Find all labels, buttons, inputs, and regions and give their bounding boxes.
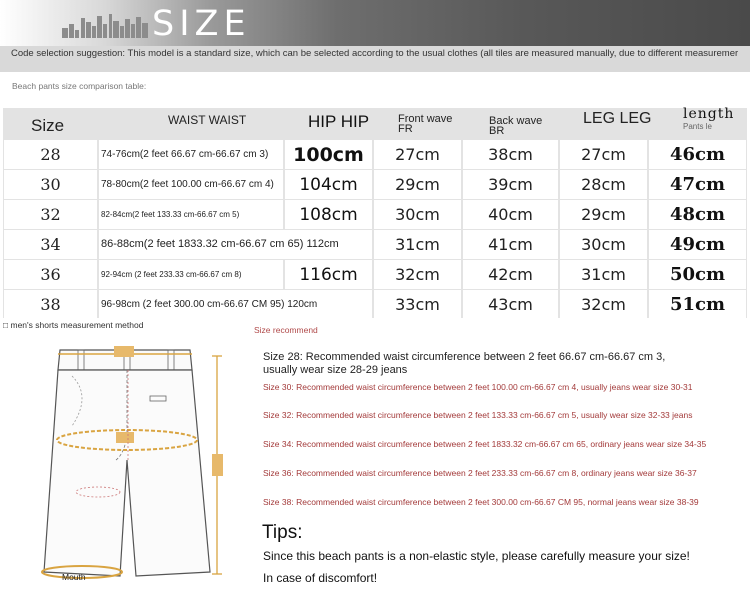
table-row-length: 50cm xyxy=(649,260,746,289)
header-hip-label: HIP HIP xyxy=(308,112,370,131)
header-size xyxy=(31,114,91,138)
header-banner xyxy=(0,0,750,46)
recommend-size-32: Size 32: Recommended waist circumference between 2 feet 133.33 cm-66.67 cm 5, usually wear size 32-33 jeans xyxy=(263,410,693,420)
table-row-back-wave: 42cm xyxy=(463,260,558,289)
table-row-length: 49cm xyxy=(649,230,746,259)
city-skyline-icon xyxy=(58,12,153,38)
header-front-wave-sub: FR xyxy=(398,123,413,135)
header-waist xyxy=(168,110,278,130)
table-row-leg: 27cm xyxy=(560,140,647,169)
shorts-outline-icon xyxy=(32,336,242,596)
code-selection-suggestion: Code selection suggestion: This model is a standard size, which can be selected according to the usual clothes (all tiles are measured manually, due to different measuremer xyxy=(11,48,739,59)
table-row-size: 30 xyxy=(4,170,97,199)
table-row-size: 38 xyxy=(4,290,97,318)
recommend-size-28: Size 28: Recommended waist circumference between 2 feet 66.67 cm-66.67 cm 3, usually wear size 28-29 jeans xyxy=(263,351,666,376)
table-row-size: 36 xyxy=(4,260,97,289)
table-row-size: 28 xyxy=(4,140,97,169)
table-row-leg: 31cm xyxy=(560,260,647,289)
header-leg-label: LEG LEG xyxy=(583,110,652,127)
table-row-front-wave: 31cm xyxy=(374,230,461,259)
header-length xyxy=(683,98,743,138)
table-row-waist: 92-94cm (2 feet 233.33 cm-66.67 cm 8) xyxy=(99,260,283,289)
table-row-back-wave: 41cm xyxy=(463,230,558,259)
header-back-wave-sub: BR xyxy=(489,125,505,137)
header-leg xyxy=(583,108,663,130)
table-row-leg: 28cm xyxy=(560,170,647,199)
table-row-back-wave: 38cm xyxy=(463,140,558,169)
table-row-leg: 30cm xyxy=(560,230,647,259)
table-row-waist: 96-98cm (2 feet 300.00 cm-66.67 CM 95) 120cm xyxy=(99,290,372,318)
table-row-front-wave: 32cm xyxy=(374,260,461,289)
table-row-back-wave: 43cm xyxy=(463,290,558,318)
table-row-back-wave: 39cm xyxy=(463,170,558,199)
header-hip xyxy=(308,110,388,134)
table-row-waist: 74-76cm(2 feet 66.67 cm-66.67 cm 3) xyxy=(99,140,283,169)
measurement-method-label: □ men's shorts measurement method xyxy=(3,320,144,330)
table-row-front-wave: 30cm xyxy=(374,200,461,229)
recommend-size-38: Size 38: Recommended waist circumference between 2 feet 300.00 cm-66.67 CM 95, normal jeans wear size 38-39 xyxy=(263,497,699,507)
header-front-wave xyxy=(398,110,478,138)
header-size-label: Size xyxy=(31,116,65,135)
shorts-diagram xyxy=(32,336,242,596)
size-table xyxy=(3,105,747,318)
table-row-front-wave: 29cm xyxy=(374,170,461,199)
mouth-label: Mouth xyxy=(62,572,86,582)
table-row-length: 47cm xyxy=(649,170,746,199)
header-waist-label: WAIST WAIST xyxy=(168,113,247,127)
recommend-size-34: Size 34: Recommended waist circumference between 2 feet 1833.32 cm-66.67 cm 65, ordinary jeans wear size 34-35 xyxy=(263,439,707,449)
tips-title: Tips: xyxy=(262,522,303,543)
tips-line-1: Since this beach pants is a non-elastic style, please carefully measure your size! xyxy=(263,549,690,563)
header-back-wave xyxy=(489,112,569,140)
table-row-length: 51cm xyxy=(649,290,746,318)
table-row-hip: 116cm xyxy=(285,260,372,289)
table-row-length: 48cm xyxy=(649,200,746,229)
header-front-wave-label: Front wave xyxy=(398,113,453,125)
table-row-front-wave: 27cm xyxy=(374,140,461,169)
table-row-waist: 82-84cm(2 feet 133.33 cm-66.67 cm 5) xyxy=(99,200,283,229)
page-title: SIZE xyxy=(152,4,251,44)
recommend-size-36: Size 36: Recommended waist circumference between 2 feet 233.33 cm-66.67 cm 8, ordinary jeans wear size 36-37 xyxy=(263,468,697,478)
comparison-table-label: Beach pants size comparison table: xyxy=(12,81,147,91)
table-row-waist: 78-80cm(2 feet 100.00 cm-66.67 cm 4) xyxy=(99,170,283,199)
table-row-waist: 86-88cm(2 feet 1833.32 cm-66.67 cm 65) 112cm xyxy=(99,230,372,259)
table-row-front-wave: 33cm xyxy=(374,290,461,318)
table-row-hip: 108cm xyxy=(285,200,372,229)
table-row-size: 32 xyxy=(4,200,97,229)
table-row-back-wave: 40cm xyxy=(463,200,558,229)
table-row-size: 34 xyxy=(4,230,97,259)
table-row-leg: 29cm xyxy=(560,200,647,229)
table-row-hip: 104cm xyxy=(285,170,372,199)
header-length-label: length xyxy=(683,105,735,122)
header-length-sub: Pants le xyxy=(683,121,712,131)
table-row-leg: 32cm xyxy=(560,290,647,318)
table-row-length: 46cm xyxy=(649,140,746,169)
tips-line-2: In case of discomfort! xyxy=(263,571,378,585)
recommend-size-30: Size 30: Recommended waist circumference between 2 feet 100.00 cm-66.67 cm 4, usually jeans wear size 30-31 xyxy=(263,382,693,392)
header-back-wave-label: Back wave xyxy=(489,115,543,127)
table-row-hip: 100cm xyxy=(285,140,372,169)
size-recommend-label: Size recommend xyxy=(254,325,318,335)
